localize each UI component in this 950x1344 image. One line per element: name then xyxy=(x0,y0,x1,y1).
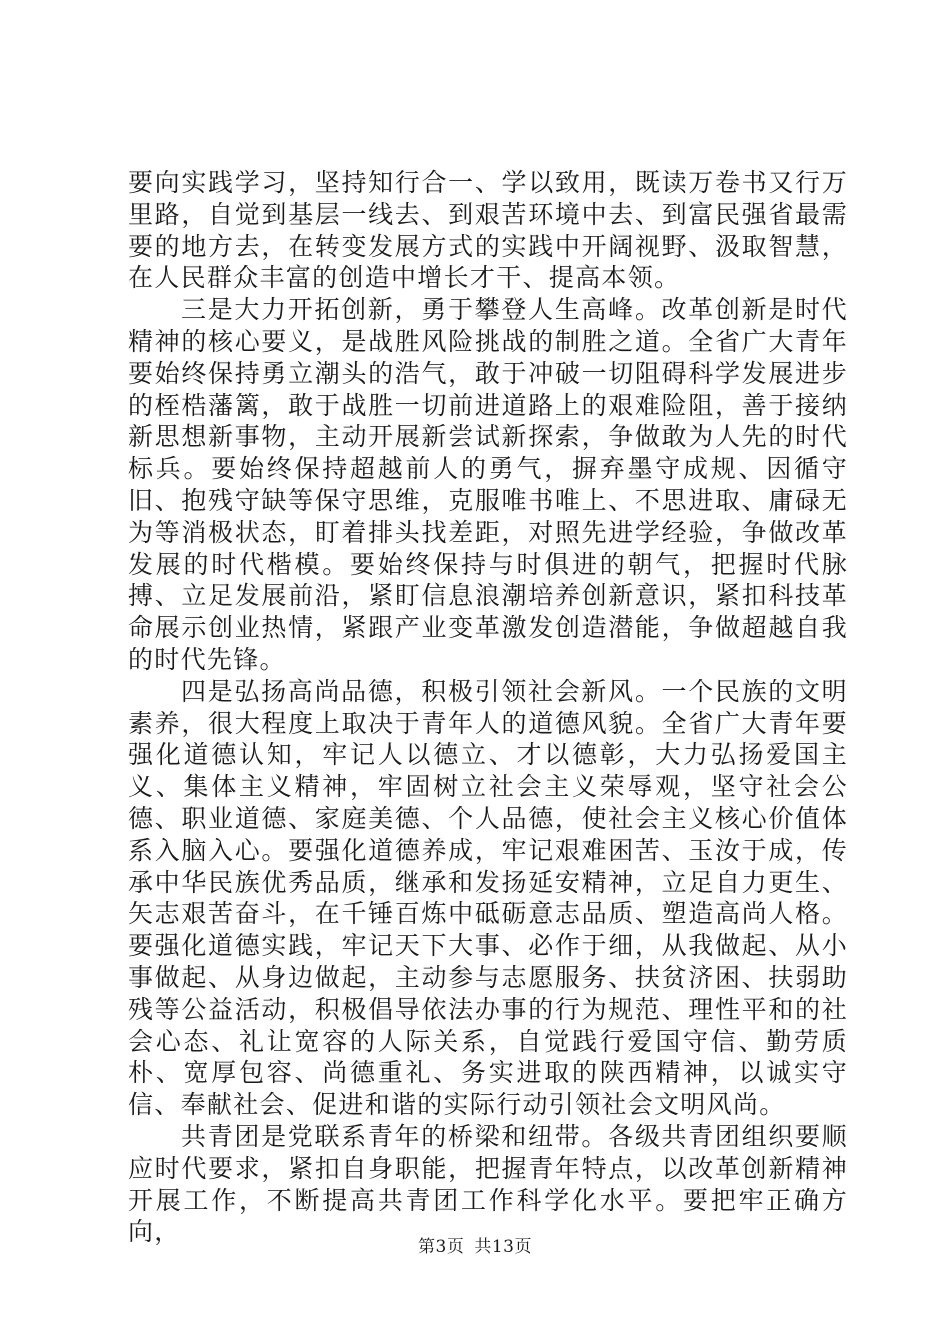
paragraph-morality: 四是弘扬高尚品德，积极引领社会新风。一个民族的文明素养，很大程度上取决于青年人的道德风貌。全省广大青年要强化道德认知，牢记人以德立、才以德彰，大力弘扬爱国主义、集体主义精神，牢固树立社会主义荣辱观，坚守社会公德、职业道德、家庭美德、个人品德，使社会主义核心价值体系入脑入心。要强化道德养成，牢记艰难困苦、玉汝于成，传承中华民族优秀品质，继承和发扬延安精神，立足自力更生、矢志艰苦奋斗，在千锤百炼中砥砺意志品质、塑造高尚人格。要强化道德实践，牢记天下大事、必作于细，从我做起、从小事做起、从身边做起，主动参与志愿服务、扶贫济困、扶弱助残等公益活动，积极倡导依法办事的行为规范、理性平和的社会心态、礼让宽容的人际关系，自觉践行爱国守信、勤劳质朴、宽厚包容、尚德重礼、务实进取的陕西精神，以诚实守信、奉献社会、促进和谐的实际行动引领社会文明风尚。 xyxy=(128,676,848,1120)
page-number: 第3页 xyxy=(418,1237,465,1257)
paragraph-continuation: 要向实践学习，坚持知行合一、学以致用，既读万卷书又行万里路，自觉到基层一线去、到艰苦环境中去、到富民强省最需要的地方去，在转变发展方式的实践中开阔视野、汲取智慧，在人民群众丰富的创造中增长才干、提高本领。 xyxy=(128,168,848,293)
page-total: 共13页 xyxy=(474,1237,532,1257)
paragraph-innovation: 三是大力开拓创新，勇于攀登人生高峰。改革创新是时代精神的核心要义，是战胜风险挑战的制胜之道。全省广大青年要始终保持勇立潮头的浩气，敢于冲破一切阻碍科学发展进步的桎梏藩篱，敢于战胜一切前进道路上的艰难险阻，善于接纳新思想新事物，主动开展新尝试新探索，争做敢为人先的时代标兵。要始终保持超越前人的勇气，摒弃墨守成规、因循守旧、抱残守缺等保守思维，克服唯书唯上、不思进取、庸碌无为等消极状态，盯着排头找差距，对照先进学经验，争做改革发展的时代楷模。要始终保持与时俱进的朝气，把握时代脉搏、立足发展前沿，紧盯信息浪潮培养创新意识，紧扣科技革命展示创业热情，紧跟产业变革激发创造潜能，争做超越自我的时代先锋。 xyxy=(128,295,848,674)
page-footer xyxy=(0,1232,950,1257)
paragraph-youth-league: 共青团是党联系青年的桥梁和纽带。各级共青团组织要顺应时代要求，紧扣自身职能，把握青年特点，以改革创新精神开展工作，不断提高共青团工作科学化水平。要把牢正确方向， xyxy=(128,1121,848,1247)
document-body xyxy=(128,167,848,1248)
